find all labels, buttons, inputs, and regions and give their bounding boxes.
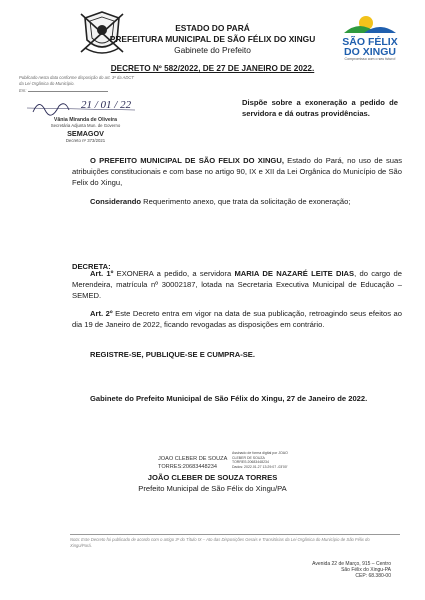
article-2-label: Art. 2º [90,309,113,318]
publisher-decree-ref: Decreto nº 373/2021 [65,138,106,143]
digital-signature-line-1: JOAO CLEBER DE SOUZA [158,456,228,462]
address-line: São Félix do Xingu-PA [341,567,391,574]
digital-signature-detail: Assinado de forma digital por JOAO [232,451,288,455]
decree-title: DECRETO Nº 582/2022, DE 27 DE JANEIRO DE 2022. [110,64,315,73]
article-1-text-a: EXONERA a pedido, a servidora [113,269,235,278]
digital-signature-details [232,451,288,469]
decree-summary: Dispõe sobre a exoneração a pedido de servidora e dá outras providências. [242,98,398,118]
address-line: CEP: 68.380-00 [355,573,391,580]
digital-signature-detail: TORRES:20683448234 [232,460,269,465]
publication-note [19,75,139,94]
digital-signature-line-2: TORRES:20683448234 [158,464,217,470]
considerando-bold: Considerando [90,197,142,206]
article-2-text: Este Decreto entra em vigor na data de sua publicação, retroagindo seus efeitos ao dia 19 de Janeiro de 2022, ficando revogadas as disposições em contrário. [72,309,402,330]
digital-signature-name [158,455,227,471]
publisher-org: SEMAGOV [67,129,104,138]
digital-signature-detail: Dados: 2022.01.27 13:29:07 -03'00' [232,464,288,469]
decreta-heading: DECRETA: [72,262,111,271]
article-1-label: Art. 1º [90,269,114,278]
address-line: Avenida 22 de Março, 915 – Centro [312,561,391,567]
logo-line-2: DO XINGU [344,46,396,58]
publisher-role: Secretária Adjunta Mun. de Governo [50,123,121,128]
signer-name: JOÃO CLEBER DE SOUZA TORRES [147,473,278,482]
sun-hills-icon [330,13,410,33]
signer-role: Prefeito Municipal de São Félix do Xingu/PA [138,484,287,493]
state-title: ESTADO DO PARÁ [175,23,250,33]
article-1 [72,268,402,302]
footer-divider [70,534,400,535]
publication-date-label: Em: [19,87,27,93]
publisher-name: Vânia Miranda de Oliveira [53,117,118,123]
considerando-text: Requerimento anexo, que trata da solicitação de exoneração; [141,197,351,206]
closing-formula: REGISTRE-SE, PUBLIQUE-SE E CUMPRA-SE. [90,350,255,359]
logo-tagline: Compromisso com o seu futuro! [344,57,396,61]
handwritten-date: 21 / 01 / 22 [81,99,132,111]
office-subtitle: Gabinete do Prefeito [174,45,251,55]
article-1-text-b: , do cargo de Merendeira, matrícula nº 30002187, lotada na Secretaria Executiva Municipal de Educação – SEMED. [72,269,402,301]
considerando-paragraph [72,196,402,207]
sao-felix-logo [330,13,410,63]
place-date: Gabinete do Prefeito Municipal de São Félix do Xingu, 27 de Janeiro de 2022. [90,394,368,403]
logo-line-1: SÃO FÉLIX [342,36,398,48]
preamble-paragraph [72,155,402,189]
footer-note: Nota: Este Decreto foi publicado de acordo com o artigo 3º do Título IX – Ato das Disposições Gerais e Transitórias da Lei Orgânica do Município de São Félix do Xingu/Pará. [70,537,370,548]
preamble-text: Estado do Pará, no uso de suas atribuições constitucionais e com base no artigo 90, IX e XII da Lei Orgânica do Município de São Felix do Xingu, [72,156,402,188]
preamble-bold: O PREFEITO MUNICIPAL DE SÃO FELIX DO XINGU, [90,156,284,165]
handwritten-signature-date [25,96,145,116]
prefecture-title: PREFEITURA MUNICIPAL DE SÃO FÉLIX DO XINGU [109,34,316,44]
digital-signature-detail: CLEBER DE SOUZA [232,455,265,460]
article-1-name: MARIA DE NAZARÉ LEITE DIAS [234,269,355,278]
article-2 [72,308,402,330]
publication-text: Publicado nesta data conforme disposição do art. 3º da ADCT da Lei Orgânica do Município. [19,75,134,87]
footer-address [296,561,391,580]
